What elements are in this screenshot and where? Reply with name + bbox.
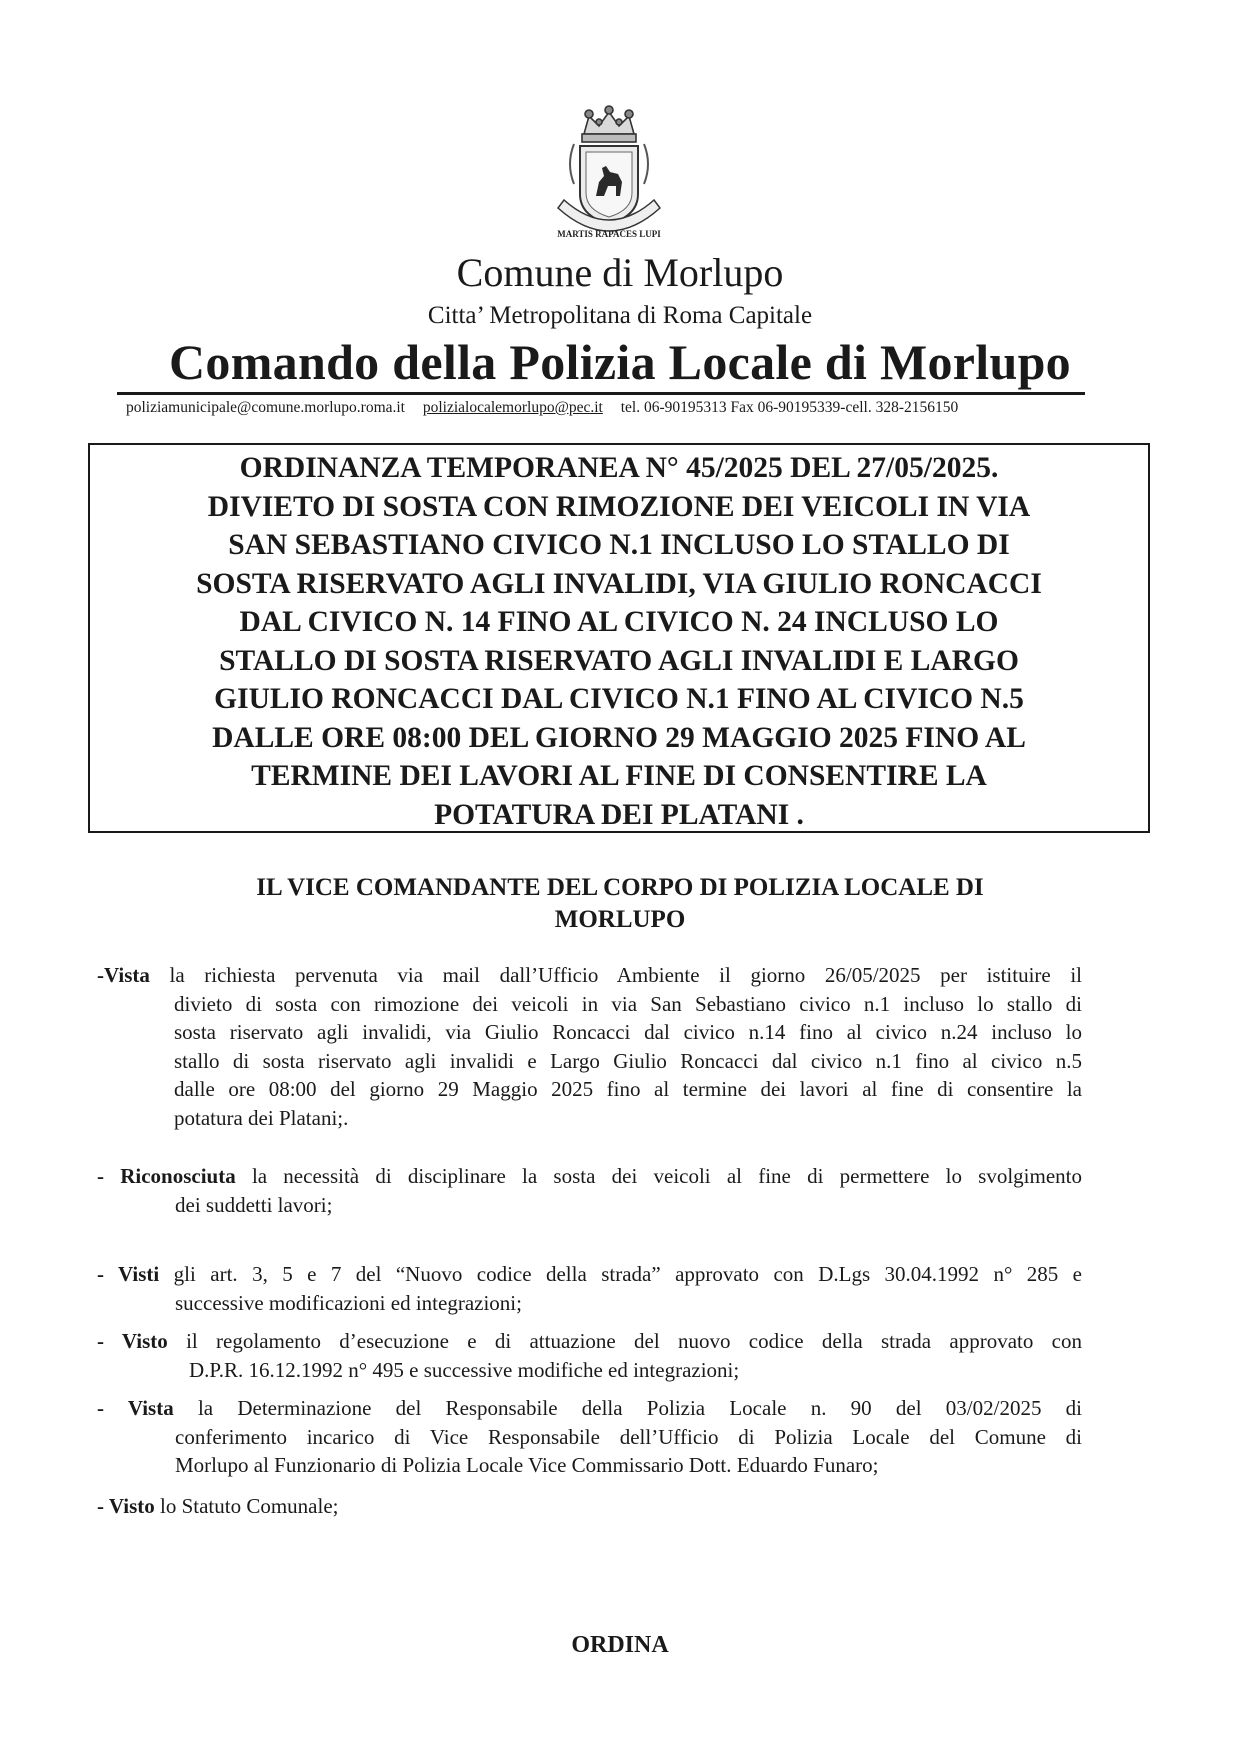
ordinance-title-line: POTATURA DEI PLATANI .: [434, 798, 804, 831]
premise-text: sosta riservato agli invalidi, via Giulio Roncacci dal civico n.14 fino al civico n.24 incluso lo: [174, 1020, 1082, 1044]
ordinance-title-line: DIVIETO DI SOSTA CON RIMOZIONE DEI VEICOLI IN VIA: [207, 490, 1031, 523]
ordinance-title-line: SOSTA RISERVATO AGLI INVALIDI, VIA GIULIO RONCACCI: [196, 567, 1042, 600]
premise-visto-statuto: [97, 1492, 1082, 1521]
ordinance-title-line: SAN SEBASTIANO CIVICO N.1 INCLUSO LO STALLO DI: [228, 529, 1010, 561]
phone-numbers: tel. 06-90195313 Fax 06-90195339-cell. 328-2156150: [620, 399, 959, 416]
ordinance-title-line: GIULIO RONCACCI DAL CIVICO N.1 FINO AL CIVICO N.5: [214, 683, 1024, 715]
premise-lead: - Visto: [97, 1494, 155, 1518]
ordinance-title-box: [88, 443, 1150, 833]
ordinance-title: [90, 449, 1148, 834]
premise-lead: - Vista: [97, 1396, 174, 1420]
premise-text: lo Statuto Comunale;: [160, 1494, 339, 1518]
premise-text: dalle ore 08:00 del giorno 29 Maggio 2025 fino al termine dei lavori al fine di consentire la: [174, 1077, 1082, 1101]
premise-vista-determinazione: [97, 1394, 1082, 1480]
pec-link[interactable]: polizialocalemorlupo@pec.it: [422, 399, 603, 416]
premise-lead: -Vista: [97, 963, 150, 987]
email-link[interactable]: poliziamunicipale@comune.morlupo.roma.it: [126, 399, 405, 416]
premise-visti-articles: [97, 1260, 1082, 1317]
header-rule: [117, 392, 1085, 395]
contact-line: [126, 398, 1086, 418]
ordinance-title-line: STALLO DI SOSTA RISERVATO AGLI INVALIDI E LARGO: [219, 644, 1019, 677]
premise-text: gli art. 3, 5 e 7 del “Nuovo codice della strada” approvato con D.Lgs 30.04.1992 n° 285 e: [173, 1262, 1082, 1286]
ordinance-title-line: DALLE ORE 08:00 DEL GIORNO 29 MAGGIO 2025 FINO AL: [212, 721, 1026, 754]
premise-text: il regolamento d’esecuzione e di attuazione del nuovo codice della strada approvato con: [186, 1329, 1082, 1353]
issuing-authority-line: IL VICE COMANDANTE DEL CORPO DI POLIZIA LOCALE DI: [256, 874, 984, 901]
premise-text: la necessità di disciplinare la sosta dei veicoli al fine di permettere lo svolgimento: [251, 1164, 1082, 1188]
issuing-authority: [0, 872, 1240, 936]
ordinance-title-line: DAL CIVICO N. 14 FINO AL CIVICO N. 24 INCLUSO LO: [239, 606, 999, 638]
premise-text: Morlupo al Funzionario di Polizia Locale Vice Commissario Dott. Eduardo Funaro;: [175, 1453, 879, 1477]
premise-lead: - Riconosciuta: [97, 1164, 236, 1188]
premise-text: divieto di sosta con rimozione dei veicoli in via San Sebastiano civico n.1 incluso lo stallo di: [174, 991, 1082, 1016]
premise-text: la richiesta pervenuta via mail dall’Ufficio Ambiente il giorno 26/05/2025 per istituire il: [169, 963, 1083, 987]
morlupo-coat-of-arms-icon: [544, 104, 674, 254]
premise-riconosciuta: [97, 1162, 1082, 1219]
metropolitan-city: Citta’ Metropolitana di Roma Capitale: [427, 302, 813, 329]
premise-lead: - Visto: [97, 1329, 168, 1353]
premise-text: D.P.R. 16.12.1992 n° 495 e successive modifiche ed integrazioni;: [189, 1357, 740, 1382]
ordinance-title-line: ORDINANZA TEMPORANEA N° 45/2025 DEL 27/05/2025.: [239, 452, 999, 484]
ordinance-title-line: TERMINE DEI LAVORI AL FINE DI CONSENTIRE LA: [251, 760, 987, 792]
premise-vista-request: [97, 961, 1082, 1132]
ordina-heading: ORDINA: [571, 1632, 669, 1658]
premise-visto-regolamento: [97, 1327, 1082, 1384]
municipality-name: Comune di Morlupo: [456, 250, 784, 295]
premise-text: successive modificazioni ed integrazioni;: [175, 1290, 522, 1315]
premise-text: dei suddetti lavori;: [175, 1192, 333, 1217]
issuing-authority-line: MORLUPO: [554, 906, 686, 933]
crest-motto: MARTIS RAPACES LUPI: [557, 229, 661, 239]
premise-text: la Determinazione del Responsabile della Polizia Locale n. 90 del 03/02/2025 di: [197, 1396, 1083, 1420]
premise-text: potatura dei Platani;.: [174, 1105, 349, 1130]
command-title: Comando della Polizia Locale di Morlupo: [169, 334, 1071, 390]
premise-text: stallo di sosta riservato agli invalidi e Largo Giulio Roncacci dal civico n.1 fino al civico n.5: [174, 1048, 1082, 1073]
premise-text: conferimento incarico di Vice Responsabile dell’Ufficio di Polizia Locale del Comune di: [175, 1424, 1082, 1449]
premise-lead: - Visti: [97, 1262, 160, 1286]
